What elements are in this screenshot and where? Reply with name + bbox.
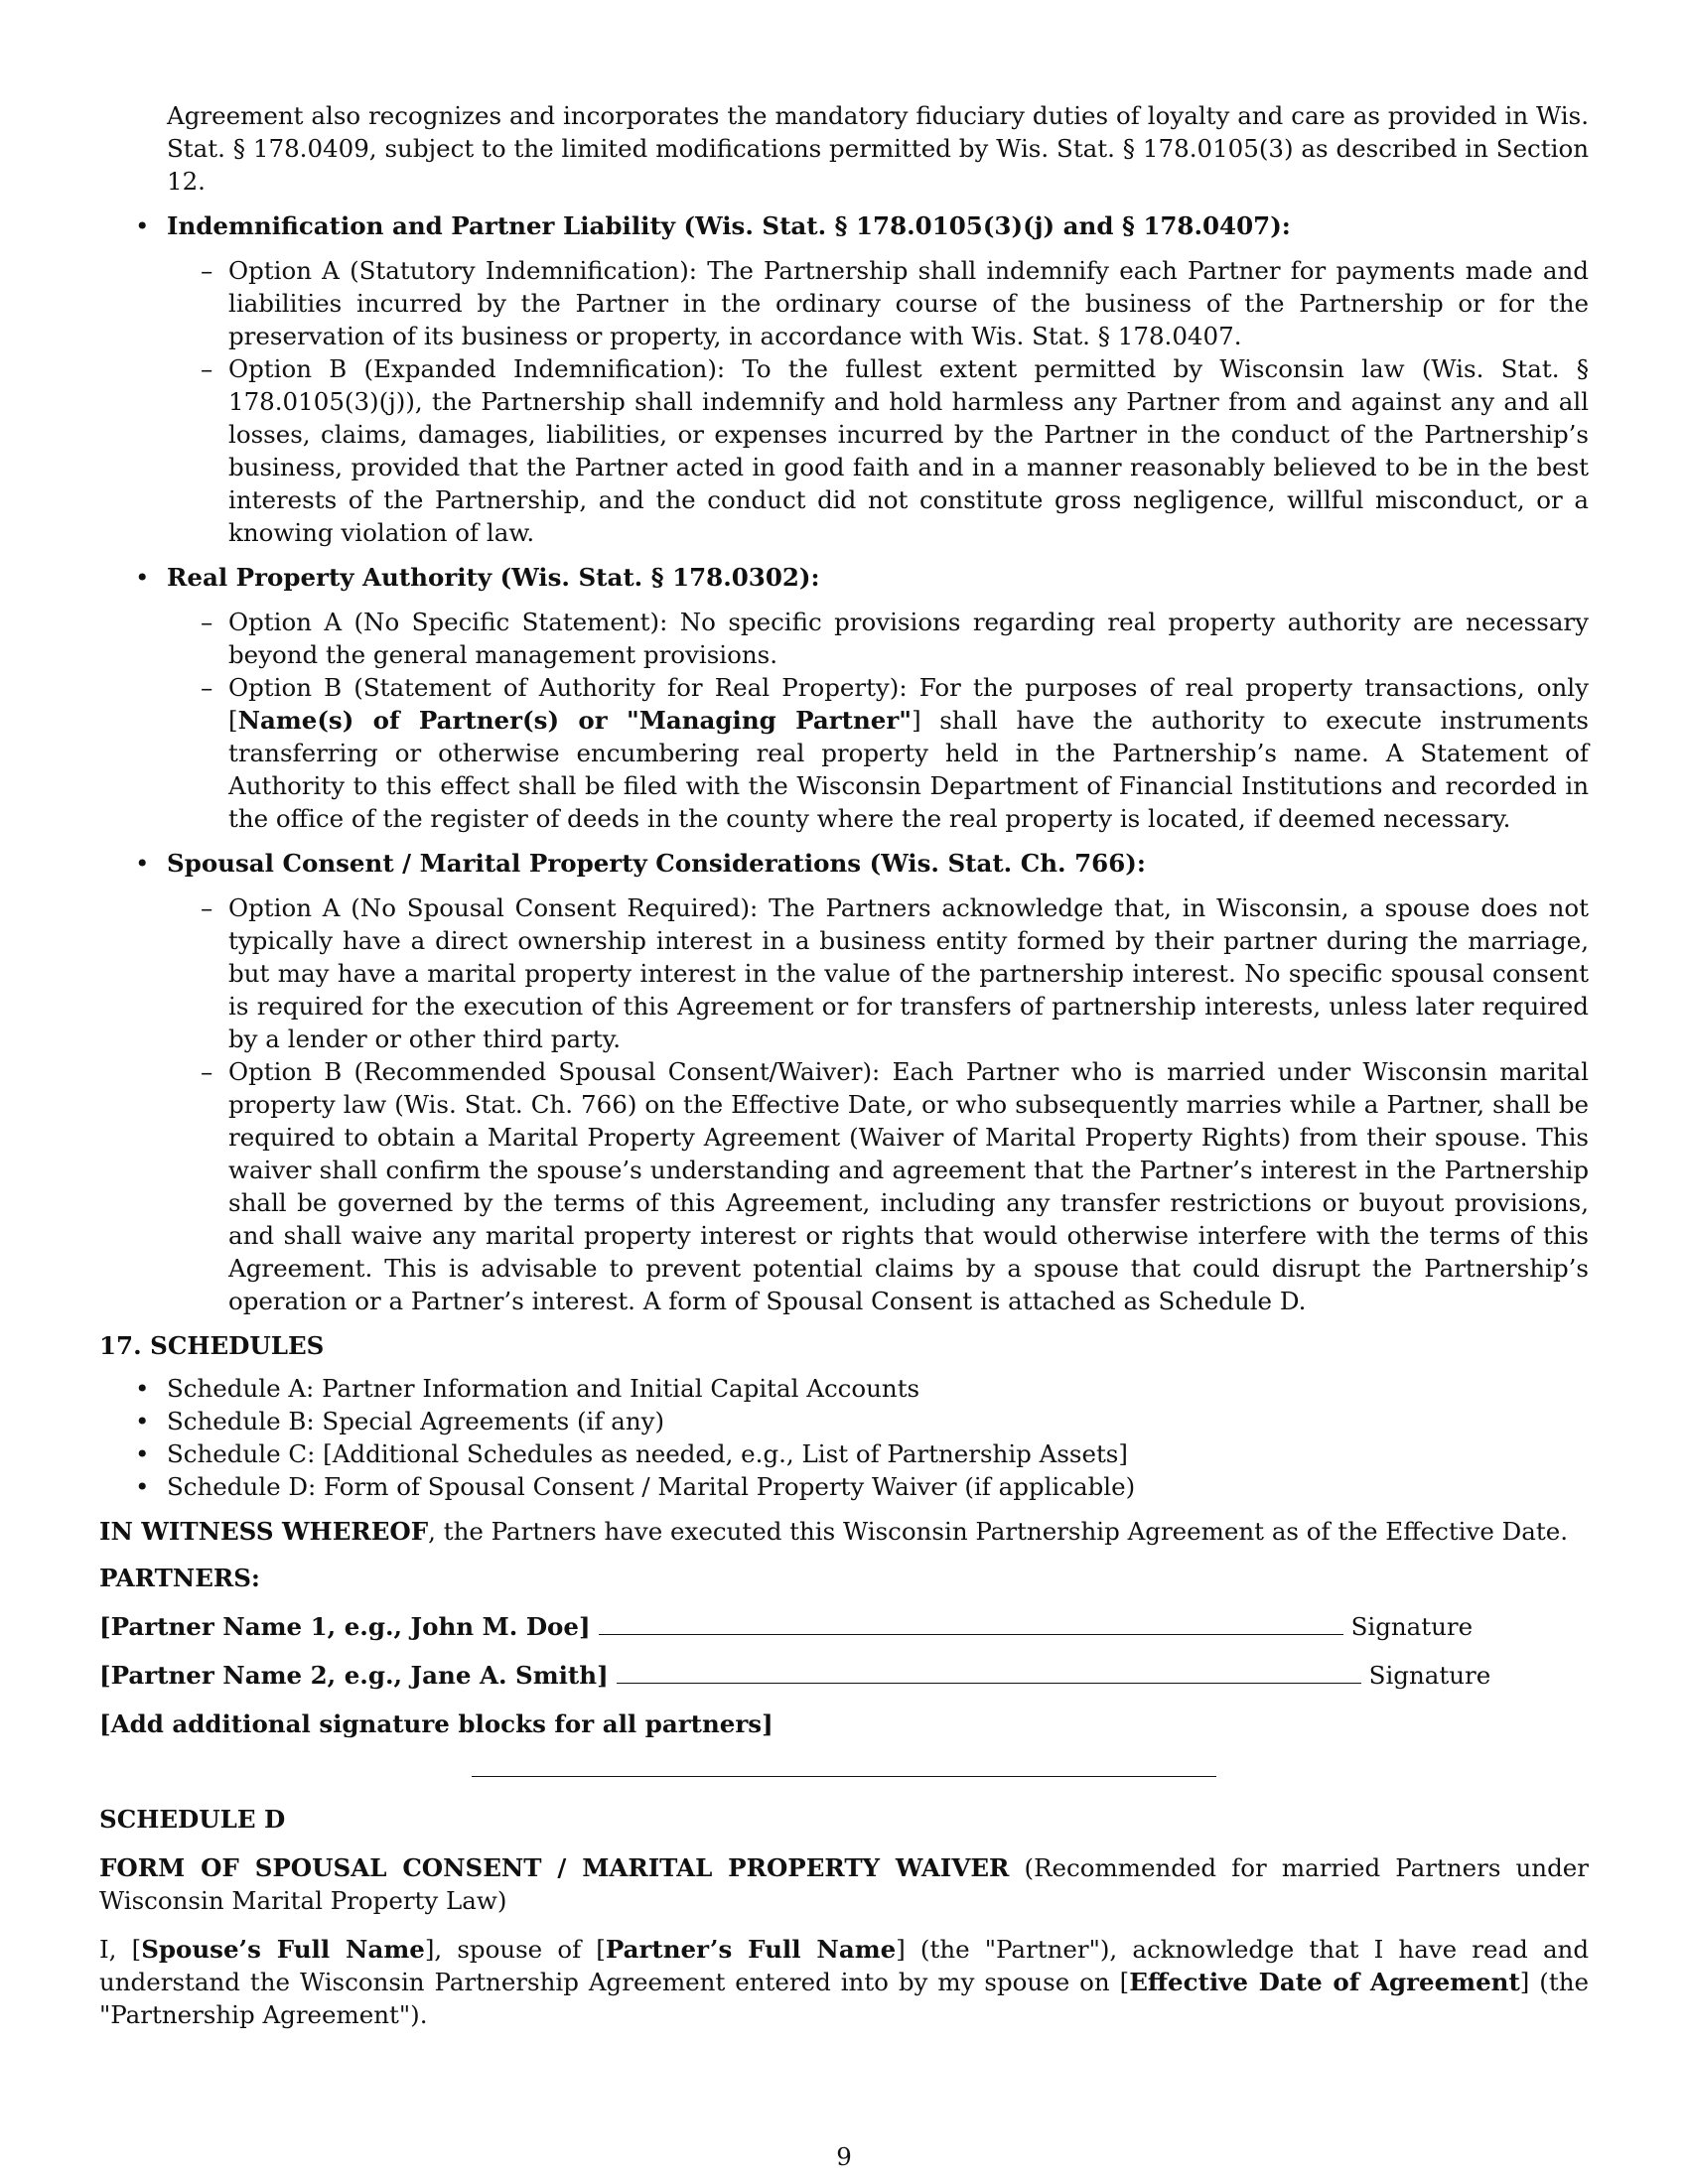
witness-text: , the Partners have executed this Wisconsin Partnership Agreement as of the Effective Date.: [428, 1517, 1569, 1546]
section-17-title: 17. SCHEDULES: [99, 1331, 325, 1360]
option-item: [167, 671, 1589, 835]
signature-row: [99, 1659, 1589, 1692]
schedule-d-title: SCHEDULE D: [99, 1805, 286, 1834]
signature-label: Signature: [1368, 1661, 1491, 1690]
consent-text: ] (the "Partnership Agreement").: [99, 1968, 1589, 2029]
intro-continuation: Agreement also recognizes and incorporates the mandatory fiduciary duties of loyalty and care as provided in Wis. Stat. § 178.0409, subject to the limited modifications permitted by Wis. Stat. § 178.0105(3) as described in Section 12.: [167, 101, 1589, 196]
schedule-list: [99, 1372, 1589, 1503]
option-list: [167, 254, 1589, 549]
consent-text: ], spouse of [: [424, 1935, 606, 1964]
managing-partner-placeholder: Name(s) of Partner(s) or "Managing Partner": [237, 706, 913, 735]
list-item: [99, 561, 1589, 835]
option-item: – Option A (Statutory Indemnification): The Partnership shall indemnify each Partner for payments made and liabilities incurred by the Partner in the ordinary course of the business of the Partnership or for the preservation of its business or property, in accordance with Wis. Stat. § 178.0407.: [167, 254, 1589, 352]
section-divider: [472, 1776, 1216, 1777]
consent-text: I, [: [99, 1935, 142, 1964]
partner-name-2: [Partner Name 2, e.g., Jane A. Smith]: [99, 1661, 609, 1690]
witness-clause: [99, 1515, 1589, 1548]
bullet-heading-spousal-consent: • Spousal Consent / Marital Property Considerations (Wis. Stat. Ch. 766):: [167, 849, 1146, 878]
option-item: – Option A (No Specific Statement): No specific provisions regarding real property authority are necessary beyond the general management provisions.: [167, 606, 1589, 671]
partner-name-placeholder: Partner’s Full Name: [605, 1935, 897, 1964]
list-item: • Schedule C: [Additional Schedules as needed, e.g., List of Partnership Assets]: [99, 1437, 1589, 1470]
provision-list: [99, 209, 1589, 1317]
option-list: [167, 606, 1589, 835]
bullet-heading-indemnification: • Indemnification and Partner Liability (Wis. Stat. § 178.0105(3)(j) and § 178.0407):: [167, 211, 1291, 240]
consent-paragraph: [99, 1933, 1589, 2031]
add-signature-blocks-note: [Add additional signature blocks for all partners]: [99, 1709, 774, 1738]
form-title-bold: FORM OF SPOUSAL CONSENT / MARITAL PROPERTY WAIVER: [99, 1853, 1010, 1882]
option-text: ] shall have the authority to execute instruments transferring or otherwise encumbering real property held in the Partnership’s name. A Statement of Authority to this effect shall be filed with the Wisconsin Department of Financial Institutions and recorded in the office of the register of deeds in the county where the real property is located, if deemed necessary.: [228, 706, 1590, 833]
effective-date-placeholder: Effective Date of Agreement: [1129, 1968, 1520, 1996]
option-text: Option B (Statement of Authority for Real Property): For the purposes of real property transactions, only [: [228, 673, 1589, 735]
option-list: [167, 891, 1589, 1317]
partner-name-1: [Partner Name 1, e.g., John M. Doe]: [99, 1612, 591, 1641]
signature-line[interactable]: [599, 1612, 1343, 1635]
spouse-name-placeholder: Spouse’s Full Name: [141, 1935, 425, 1964]
witness-bold: IN WITNESS WHEREOF: [99, 1517, 429, 1546]
page-number: 9: [836, 2142, 852, 2171]
signature-line[interactable]: [617, 1661, 1361, 1684]
list-item: • Schedule D: Form of Spousal Consent / Marital Property Waiver (if applicable): [99, 1470, 1589, 1503]
consent-text: ] (the "Partner"), acknowledge that I have read and understand the Wisconsin Partnership Agreement entered into by my spouse on [: [99, 1935, 1590, 1996]
document-page: [99, 99, 1589, 2031]
bullet-heading-real-property: • Real Property Authority (Wis. Stat. § 178.0302):: [167, 563, 820, 592]
list-item: • Schedule A: Partner Information and Initial Capital Accounts: [99, 1372, 1589, 1405]
signature-row: [99, 1610, 1589, 1643]
option-item: – Option B (Recommended Spousal Consent/Waiver): Each Partner who is married under Wisconsin marital property law (Wis. Stat. Ch. 766) on the Effective Date, or who subsequently marries while a Partner, shall be required to obtain a Marital Property Agreement (Waiver of Marital Property Rights) from their spouse. This waiver shall confirm the spouse’s understanding and agreement that the Partner’s interest in the Partnership shall be governed by the terms of this Agreement, including any transfer restrictions or buyout provisions, and shall waive any marital property interest or rights that would otherwise interfere with the terms of this Agreement. This is advisable to prevent potential claims by a spouse that could disrupt the Partnership’s operation or a Partner’s interest. A form of Spousal Consent is attached as Schedule D.: [167, 1055, 1589, 1317]
partners-title: PARTNERS:: [99, 1564, 260, 1592]
form-title-rest: (Recommended for married Partners under Wisconsin Marital Property Law): [99, 1853, 1589, 1915]
list-item: [99, 847, 1589, 1317]
list-item: [99, 209, 1589, 549]
option-item: – Option B (Expanded Indemnification): To the fullest extent permitted by Wisconsin law (Wis. Stat. § 178.0105(3)(j)), the Partnership shall indemnify and hold harmless any Partner from and against any and all losses, claims, damages, liabilities, or expenses incurred by the Partner in the conduct of the Partnership’s business, provided that the Partner acted in good faith and in a manner reasonably believed to be in the best interests of the Partnership, and the conduct did not constitute gross negligence, willful misconduct, or a knowing violation of law.: [167, 352, 1589, 549]
schedule-d-form-title: [99, 1851, 1589, 1917]
signature-label: Signature: [1350, 1612, 1474, 1641]
list-item: • Schedule B: Special Agreements (if any): [99, 1405, 1589, 1437]
option-item: – Option A (No Spousal Consent Required): The Partners acknowledge that, in Wisconsin, a spouse does not typically have a direct ownership interest in a business entity formed by their partner during the marriage, but may have a marital property interest in the value of the partnership interest. No specific spousal consent is required for the execution of this Agreement or for transfers of partnership interests, unless later required by a lender or other third party.: [167, 891, 1589, 1055]
